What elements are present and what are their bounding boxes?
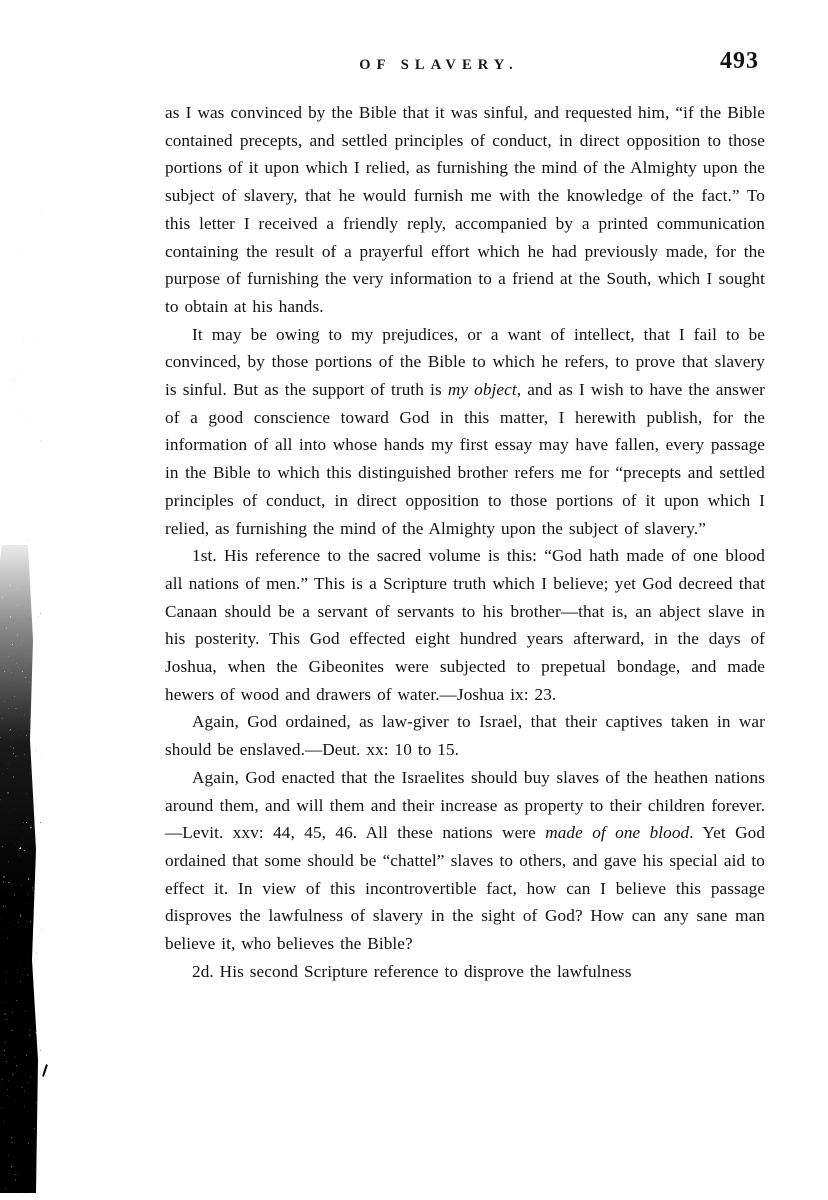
paragraph <box>165 99 765 321</box>
text-run: 2d. His second Scripture reference to disprove the lawfulness <box>192 961 632 981</box>
italic-text-run: my object <box>447 380 517 400</box>
page-header <box>165 48 765 90</box>
paragraph <box>165 958 765 986</box>
text-run: as I was convinced by the Bible that it was sinful, and requested him, “if the Bible contained precepts, and settled principles of conduct, in direct opposition to those portions of it upon which I relied, as furnishing the mind of the Almighty upon the subject of slavery, that he would furnish me with the knowledge of the fact.” To this letter I received a friendly reply, accompanied by a printed communication containing the result of a prayerful effort which he had previously made, for the purpose of furnishing the very information to a friend at the South, which I sought to obtain at his hands. <box>165 103 765 316</box>
paragraph <box>165 764 765 958</box>
scan-stray-mark <box>42 1064 48 1077</box>
text-run: Again, God enacted that the Israelites should buy slaves of the heathen nations around them, and will them and their increase as property to their children forever.—Levit. xxv: 44, 45, 46. All these nations were <box>165 767 765 843</box>
text-run: . Yet God ordained that some should be “chattel” slaves to others, and gave his special aid to effect it. In view of this incontrovertible fact, how can I believe this passage disproves the lawfulness of slavery in the sight of God? How can any sane man believe it, who believes the Bible? <box>165 823 766 954</box>
text-run: , and as I wish to have the answer of a good conscience toward God in this matter, I herewith publish, for the information of all into whose hands my first essay may have fallen, every passage in the Bible to which this distinguished brother refers me for “precepts and settled principles of conduct, in direct opposition to those portions of it upon which I relied, as furnishing the mind of the Almighty upon the subject of slavery.” <box>165 380 766 538</box>
running-title: OF SLAVERY. <box>359 57 519 73</box>
paragraph <box>165 708 765 763</box>
text-run: Again, God ordained, as law-giver to Israel, that their captives taken in war should be enslaved.—Deut. xx: 10 to 15. <box>165 712 765 760</box>
scan-edge-artifact <box>0 0 60 1200</box>
page-number: 493 <box>720 48 759 74</box>
text-run: 1st. His reference to the sacred volume is this: “God hath made of one blood all nations of men.” This is a Scripture truth which I believe; yet God decreed that Canaan should be a servant of servants to his brother—that is, an abject slave in his posterity. This God effected eight hundred years afterward, in the days of Joshua, when the Gibeonites were subjected to prepetual bondage, and made hewers of wood and drawers of water.—Joshua ix: 23. <box>165 546 765 704</box>
page-body <box>165 99 765 986</box>
paragraph <box>165 542 765 708</box>
text-run: It may be owing to my prejudices, or a want of intellect, that I fail to be convinced, by those portions of the Bible to which he refers, to prove that slavery is sinful. But as the support of truth is <box>165 324 765 400</box>
italic-text-run: made of one blood <box>545 823 690 843</box>
paragraph <box>165 321 765 543</box>
